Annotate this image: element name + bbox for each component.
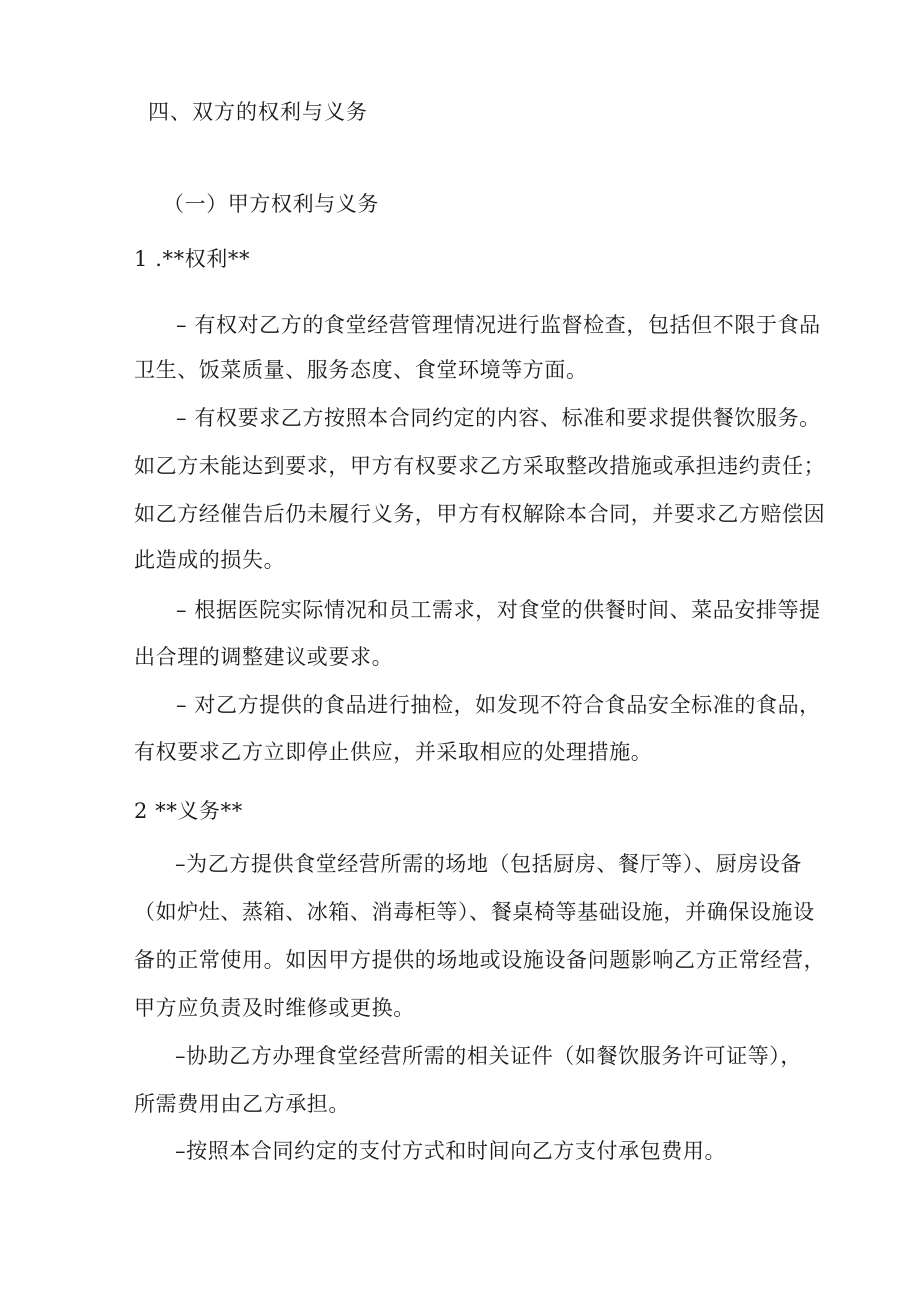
obligations-item-2-line-2: 所需费用由乙方承担。	[134, 1092, 350, 1116]
rights-item-4-line-1: – 对乙方提供的食品进行抽检，如发现不符合食品安全标准的食品，	[176, 693, 821, 717]
rights-item-2-line-2: 如乙方未能达到要求，甲方有权要求乙方采取整改措施或承担违约责任；	[134, 454, 826, 478]
obligations-item-3-line-1: –按照本合同约定的支付方式和时间向乙方支付承包费用。	[175, 1139, 727, 1163]
rights-item-1-line-1: – 有权对乙方的食堂经营管理情况进行监督检查，包括但不限于食品	[176, 313, 821, 337]
section-heading: 四、双方的权利与义务	[148, 100, 368, 124]
rights-item-1-line-2: 卫生、饭菜质量、服务态度、食堂环境等方面。	[134, 358, 588, 382]
rights-item-3-line-1: – 根据医院实际情况和员工需求，对食堂的供餐时间、菜品安排等提	[176, 598, 821, 622]
obligations-item-1-line-3: 备的正常使用。如因甲方提供的场地或设施设备问题影响乙方正常经营，	[134, 948, 826, 972]
subsection-heading: （一）甲方权利与义务	[163, 192, 379, 216]
rights-item-3-line-2: 出合理的调整建议或要求。	[134, 645, 394, 669]
obligations-item-2-line-1: –协助乙方办理食堂经营所需的相关证件（如餐饮服务许可证等），	[175, 1044, 802, 1068]
obligations-item-1-line-4: 甲方应负责及时维修或更换。	[134, 996, 415, 1020]
obligations-title: 2 **义务**	[134, 799, 243, 823]
obligations-item-1-line-1: –为乙方提供食堂经营所需的场地（包括厨房、餐厅等）、厨房设备	[175, 852, 802, 876]
rights-title: 1 .**权利**	[134, 247, 251, 271]
rights-item-2-line-1: – 有权要求乙方按照本合同约定的内容、标准和要求提供餐饮服务。	[176, 406, 821, 430]
rights-item-2-line-4: 此造成的损失。	[134, 548, 286, 572]
obligations-item-1-line-2: （如炉灶、蒸箱、冰箱、消毒柜等）、餐桌椅等基础设施，并确保设施设	[134, 900, 815, 924]
rights-item-2-line-3: 如乙方经催告后仍未履行义务，甲方有权解除本合同，并要求乙方赔偿因	[134, 502, 826, 526]
rights-item-4-line-2: 有权要求乙方立即停止供应，并采取相应的处理措施。	[134, 740, 653, 764]
